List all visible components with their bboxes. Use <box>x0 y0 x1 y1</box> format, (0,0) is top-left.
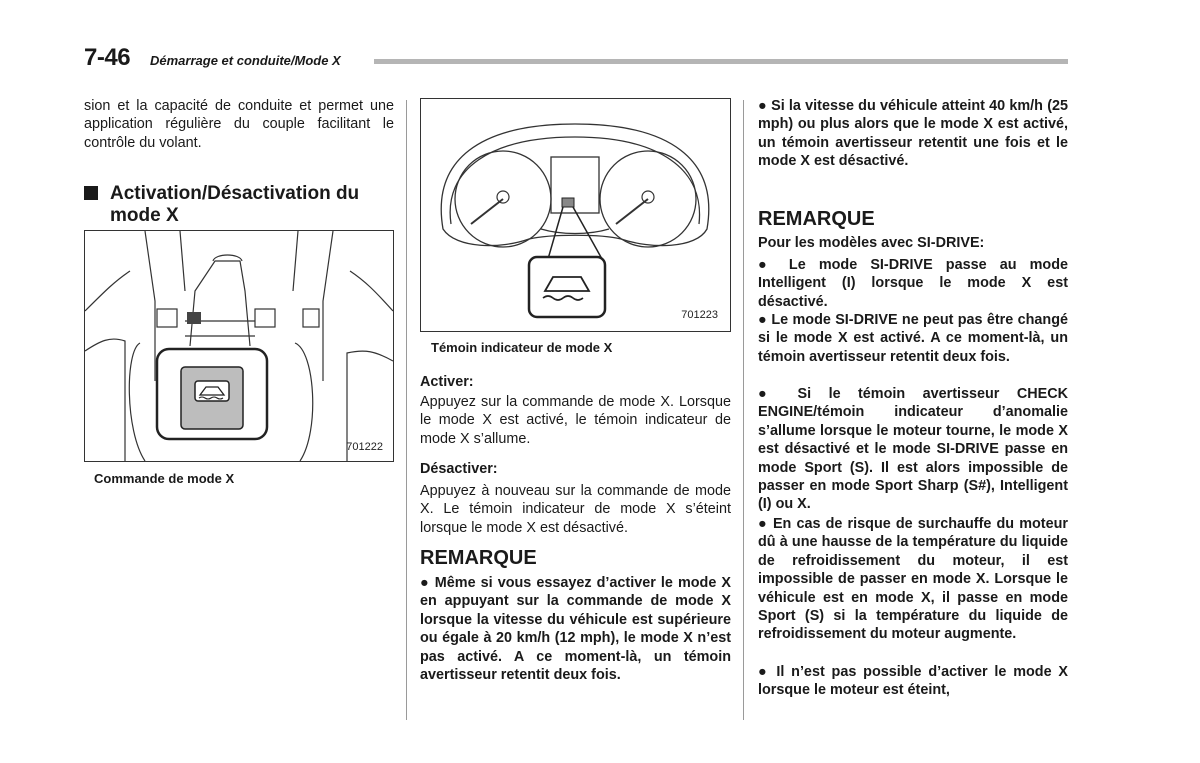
remark-heading-right: REMARQUE <box>758 208 875 230</box>
instrument-cluster-illustration <box>421 99 730 331</box>
column-divider-right <box>743 100 744 720</box>
remark-heading: REMARQUE <box>420 547 537 569</box>
indicator-figure <box>420 98 731 332</box>
remark-intro: Pour les modèles avec SI-DRIVE: <box>758 235 985 251</box>
section-heading-text: Activation/Désactivation du mode X <box>110 183 360 226</box>
remark-bullet: ● Même si vous essayez d’activer le mode X en appuyant sur la commande de mode X lorsque la vitesse du véhicule est supérieure ou égale à 20 km/h (12 mph), le mode X n’est pas activé. A ce moment-là, un témoin avertisseur retentit deux fois. <box>420 575 731 684</box>
activate-heading: Activer: <box>420 374 474 390</box>
page-header <box>84 44 1074 70</box>
mode-x-switch-figure <box>84 230 394 462</box>
figure-caption: Témoin indicateur de mode X <box>431 340 613 355</box>
deactivate-paragraph: Appuyez à nouveau sur la commande de mode X. Le témoin indicateur de mode X s’éteint lorsque le mode X est désactivé. <box>420 483 731 536</box>
remark-bullet-3: ● Si le témoin avertisseur CHECK ENGINE/témoin indicateur d’anomalie s’allume lorsque le moteur tourne, le mode X est désactivé et le mode SI-DRIVE passe en mode Sport (S). Il est alors impossible de passer en mode Sport Sharp (S#), Intelligent (I) ou X. <box>758 386 1068 513</box>
figure-caption: Commande de mode X <box>94 471 235 486</box>
figure-code: 701223 <box>681 309 718 321</box>
speed-bullet: ● Si la vitesse du véhicule atteint 40 km/h (25 mph) ou plus alors que le mode X est activé, un témoin avertisseur retentit une fois et le mode X est désactivé. <box>758 98 1068 170</box>
remark-bullet-5: ● Il n’est pas possible d’activer le mode X lorsque le moteur est éteint, <box>758 664 1068 699</box>
intro-paragraph: sion et la capacité de conduite et permet une application régulière du couple facilitant le contrôle du volant. <box>84 98 394 151</box>
page-number: 7-46 <box>84 44 131 71</box>
heading-square-icon <box>84 186 98 200</box>
section-title: Démarrage et conduite/Mode X <box>150 53 341 68</box>
deactivate-heading: Désactiver: <box>420 461 498 477</box>
column-divider-left <box>406 100 407 720</box>
remark-bullet-2: ● Le mode SI-DRIVE ne peut pas être changé si le mode X est activé. A ce moment-là, un témoin avertisseur retentit deux fois. <box>758 312 1068 365</box>
remark-bullet-1: ● Le mode SI-DRIVE passe au mode Intelligent (I) lorsque le mode X est désactivé. <box>758 257 1068 310</box>
activate-paragraph: Appuyez sur la commande de mode X. Lorsque le mode X est activé, le témoin indicateur de mode X s’allume. <box>420 394 731 447</box>
figure-code: 701222 <box>346 441 383 453</box>
header-rule <box>374 59 1068 64</box>
console-illustration <box>85 231 393 461</box>
remark-bullet-4: ● En cas de risque de surchauffe du moteur dû à une hausse de la température du liquide de refroidissement du moteur, il est impossible de passer en mode X. Lorsque le véhicule est en mode X, il passe en mode Sport (S) si la température du liquide de refroidissement du moteur augmente. <box>758 516 1068 643</box>
